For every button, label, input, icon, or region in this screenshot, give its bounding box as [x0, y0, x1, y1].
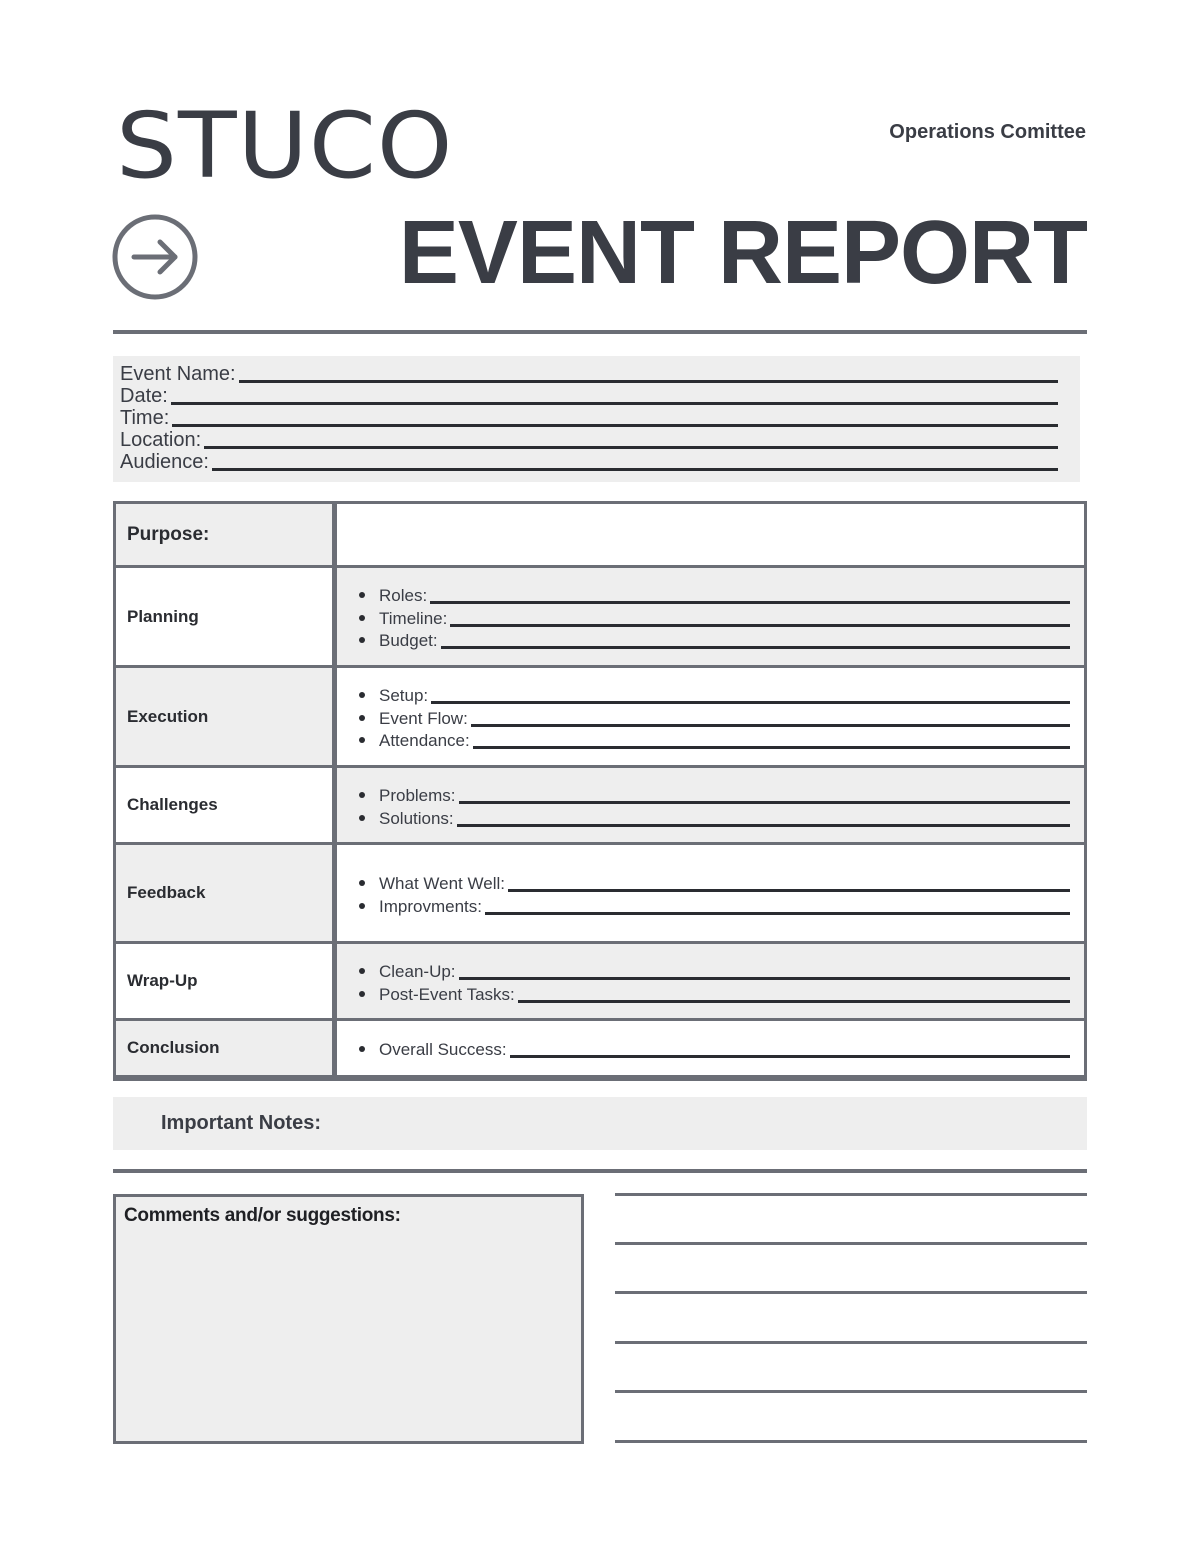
- bullet-icon: [359, 991, 365, 997]
- list-item[interactable]: [357, 628, 1070, 651]
- time-field[interactable]: [120, 406, 1058, 428]
- field-label: Audience:: [120, 451, 209, 473]
- fill-line: [239, 380, 1058, 383]
- table-row-feedback: [116, 845, 1084, 941]
- fill-line: [430, 601, 1070, 604]
- item-label: Problems:: [379, 786, 456, 805]
- list-item[interactable]: [357, 981, 1070, 1004]
- bullet-icon: [359, 592, 365, 598]
- list-item[interactable]: [357, 683, 1070, 706]
- event-name-field[interactable]: [120, 362, 1058, 384]
- fill-line: [457, 824, 1070, 827]
- list-item[interactable]: [357, 583, 1070, 606]
- fill-line: [431, 701, 1070, 704]
- page-title: EVENT REPORT: [398, 203, 1087, 303]
- row-label: Planning: [116, 568, 332, 665]
- bullet-icon: [359, 615, 365, 621]
- divider: [113, 330, 1087, 334]
- brand-title: STUCO: [116, 92, 454, 199]
- list-item[interactable]: [357, 605, 1070, 628]
- date-field[interactable]: [120, 384, 1058, 406]
- writing-line[interactable]: [615, 1291, 1087, 1294]
- row-content: [337, 944, 1084, 1018]
- fill-line: [471, 724, 1070, 727]
- list-item[interactable]: [357, 959, 1070, 982]
- report-table: [113, 501, 1087, 1081]
- list-item[interactable]: [357, 705, 1070, 728]
- bullet-icon: [359, 903, 365, 909]
- item-label: What Went Well:: [379, 874, 505, 893]
- item-label: Timeline:: [379, 608, 448, 628]
- table-row-conclusion: [116, 1021, 1084, 1075]
- divider: [113, 1169, 1087, 1173]
- row-label: Feedback: [116, 845, 332, 941]
- list-item[interactable]: [357, 893, 1070, 916]
- writing-line[interactable]: [615, 1440, 1087, 1443]
- fill-line: [473, 746, 1070, 749]
- list-item[interactable]: [357, 1037, 1070, 1060]
- row-label: Challenges: [116, 768, 332, 842]
- bullet-icon: [359, 815, 365, 821]
- bullet-icon: [359, 792, 365, 798]
- arrow-right-circle-icon: [112, 214, 198, 300]
- fill-line: [450, 624, 1070, 627]
- item-label: Budget:: [379, 631, 438, 651]
- fill-line: [212, 468, 1058, 471]
- audience-field[interactable]: [120, 450, 1058, 472]
- purpose-input-area[interactable]: [337, 504, 1084, 565]
- notes-label: Important Notes:: [161, 1112, 321, 1134]
- fill-line: [204, 446, 1058, 449]
- row-label: Purpose:: [116, 504, 332, 565]
- row-content: [337, 568, 1084, 665]
- item-label: Attendance:: [379, 731, 470, 751]
- field-label: Event Name:: [120, 363, 236, 385]
- item-label: Overall Success:: [379, 1040, 507, 1060]
- writing-line[interactable]: [615, 1193, 1087, 1196]
- fill-line: [171, 402, 1058, 405]
- bullet-icon: [359, 1046, 365, 1052]
- table-row-challenges: [116, 768, 1084, 842]
- fill-line: [172, 424, 1058, 427]
- location-field[interactable]: [120, 428, 1058, 450]
- field-label: Time:: [120, 407, 170, 429]
- table-row-purpose: [116, 504, 1084, 565]
- fill-line: [441, 646, 1070, 649]
- bullet-icon: [359, 637, 365, 643]
- list-item[interactable]: [357, 783, 1070, 806]
- writing-line[interactable]: [615, 1341, 1087, 1344]
- bullet-icon: [359, 737, 365, 743]
- table-row-wrapup: [116, 944, 1084, 1018]
- item-label: Event Flow:: [379, 708, 468, 728]
- table-row-execution: [116, 668, 1084, 765]
- item-label: Improvments:: [379, 896, 482, 916]
- row-content: [337, 668, 1084, 765]
- item-label: Setup:: [379, 686, 429, 706]
- fill-line: [508, 889, 1070, 892]
- table-row-planning: [116, 568, 1084, 665]
- list-item[interactable]: [357, 805, 1070, 828]
- bullet-icon: [359, 692, 365, 698]
- field-label: Location:: [120, 429, 202, 451]
- item-label: Roles:: [379, 586, 428, 606]
- fill-line: [459, 977, 1070, 980]
- row-content: [337, 768, 1084, 842]
- row-label: Conclusion: [116, 1021, 332, 1075]
- row-content: [337, 845, 1084, 941]
- important-notes-banner: [113, 1097, 1087, 1150]
- fill-line: [518, 1000, 1070, 1003]
- fill-line: [459, 801, 1070, 804]
- row-label: Wrap-Up: [116, 944, 332, 1018]
- list-item[interactable]: [357, 871, 1070, 894]
- comments-label: Comments and/or suggestions:: [124, 1205, 401, 1226]
- committee-label: Operations Comittee: [889, 121, 1086, 143]
- row-label: Execution: [116, 668, 332, 765]
- event-info-panel: [113, 356, 1080, 482]
- item-label: Post-Event Tasks:: [379, 984, 515, 1004]
- item-label: Solutions:: [379, 808, 454, 828]
- bullet-icon: [359, 715, 365, 721]
- fill-line: [510, 1055, 1070, 1058]
- field-label: Date:: [120, 385, 168, 407]
- writing-line[interactable]: [615, 1242, 1087, 1245]
- row-content: [337, 1021, 1084, 1075]
- fill-line: [485, 912, 1070, 915]
- comments-box[interactable]: [113, 1194, 584, 1444]
- item-label: Clean-Up:: [379, 962, 456, 981]
- list-item[interactable]: [357, 728, 1070, 751]
- writing-line[interactable]: [615, 1390, 1087, 1393]
- bullet-icon: [359, 968, 365, 974]
- bullet-icon: [359, 880, 365, 886]
